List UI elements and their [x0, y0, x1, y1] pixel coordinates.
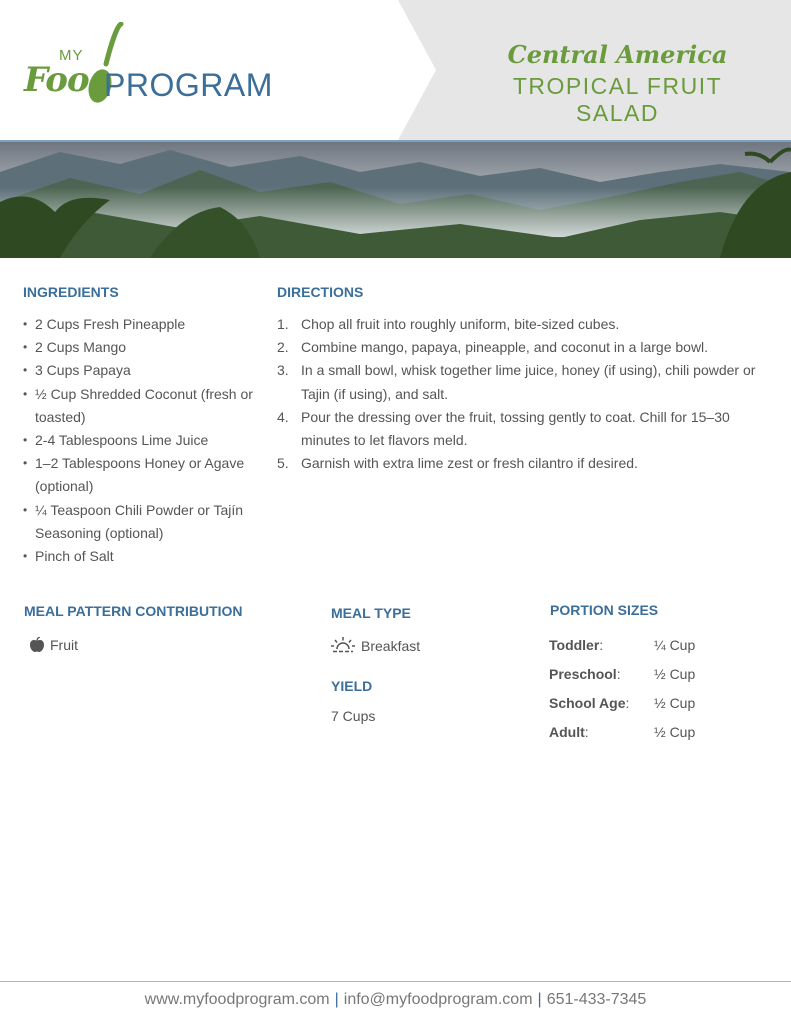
step-text: Chop all fruit into roughly uniform, bite-sized cubes. — [301, 316, 620, 332]
directions-heading: DIRECTIONS — [277, 284, 364, 300]
portion-sizes-heading: PORTION SIZES — [550, 602, 659, 618]
logo-my-text: MY — [59, 47, 84, 64]
portion-row: School Age: ½ Cup — [549, 695, 696, 711]
portion-row: Adult: ½ Cup — [549, 724, 696, 740]
recipe-region: Central America — [507, 40, 728, 69]
ingredient-item: • Pinch of Salt — [22, 545, 262, 568]
logo-foo-text: Foo — [24, 60, 89, 100]
logo-program-text: PROGRAM — [104, 67, 273, 103]
meal-type-heading: MEAL TYPE — [331, 605, 411, 621]
step-text: In a small bowl, whisk together lime juice, honey (if using), chili powder or Tajin (if using), and salt. — [301, 362, 756, 402]
ingredient-item: • 2-4 Tablespoons Lime Juice — [22, 429, 262, 452]
meal-pattern-heading: MEAL PATTERN CONTRIBUTION — [24, 603, 243, 619]
ingredient-item: • 3 Cups Papaya — [22, 359, 262, 382]
step-number: 5. — [277, 455, 289, 472]
portion-label: Toddler — [549, 637, 600, 653]
direction-step — [276, 359, 771, 405]
footer-website-link[interactable]: www.myfoodprogram.com — [144, 991, 330, 1008]
portion-label: Adult — [549, 724, 585, 740]
ingredients-list — [22, 313, 262, 568]
footer-separator: | — [537, 991, 542, 1008]
meal-type-item — [331, 637, 420, 654]
direction-step — [276, 452, 771, 475]
direction-step — [276, 406, 771, 452]
yield-value: 7 Cups — [331, 708, 376, 724]
step-number: 4. — [277, 408, 289, 425]
portion-label: School Age — [549, 695, 626, 711]
direction-step — [276, 313, 771, 336]
meal-pattern-label: Fruit — [50, 637, 78, 653]
ingredient-item: • ¼ Teaspoon Chili Powder or Tajín Seasoning (optional) — [22, 499, 262, 545]
my-food-program-logo[interactable] — [22, 22, 312, 112]
mountain-banner-image — [0, 142, 791, 258]
step-number: 3. — [277, 362, 289, 379]
apple-icon — [30, 637, 44, 652]
meal-pattern-item — [30, 637, 78, 653]
footer-email-link[interactable]: info@myfoodprogram.com — [343, 991, 533, 1008]
header — [0, 0, 791, 140]
step-text: Combine mango, papaya, pineapple, and coconut in a large bowl. — [301, 339, 709, 356]
yield-heading: YIELD — [331, 678, 373, 694]
footer — [0, 991, 791, 1009]
step-number: 1. — [277, 316, 289, 332]
recipe-title: TROPICAL FRUIT SALAD — [512, 73, 723, 126]
portion-row: Preschool: ½ Cup — [549, 666, 696, 682]
portion-value: ½ Cup — [654, 666, 696, 682]
direction-step — [276, 336, 771, 359]
meal-type-label: Breakfast — [361, 638, 421, 654]
ingredient-item: • 2 Cups Mango — [22, 336, 262, 359]
directions-list — [276, 313, 771, 475]
recipe-title-block — [470, 40, 765, 127]
footer-phone[interactable]: 651-433-7345 — [546, 991, 647, 1008]
ingredient-item: • 2 Cups Fresh Pineapple — [22, 313, 262, 336]
portion-value: ¼ Cup — [654, 637, 696, 653]
portion-row: Toddler: ¼ Cup — [549, 637, 696, 653]
step-text: Garnish with extra lime zest or fresh cilantro if desired. — [301, 455, 638, 472]
portion-label: Preschool — [549, 666, 617, 682]
ingredient-item: • ½ Cup Shredded Coconut (fresh or toasted) — [22, 383, 262, 429]
footer-separator: | — [334, 991, 339, 1008]
step-text: Pour the dressing over the fruit, tossing gently to coat. Chill for 15–30 minutes to let flavors meld. — [301, 408, 730, 449]
portion-value: ½ Cup — [654, 724, 696, 740]
portion-value: ½ Cup — [654, 695, 696, 711]
ingredient-item: • 1–2 Tablespoons Honey or Agave (optional) — [22, 452, 262, 498]
sunrise-icon — [331, 637, 355, 653]
footer-divider — [0, 981, 791, 982]
step-number: 2. — [277, 339, 289, 356]
ingredients-heading: INGREDIENTS — [23, 284, 119, 300]
